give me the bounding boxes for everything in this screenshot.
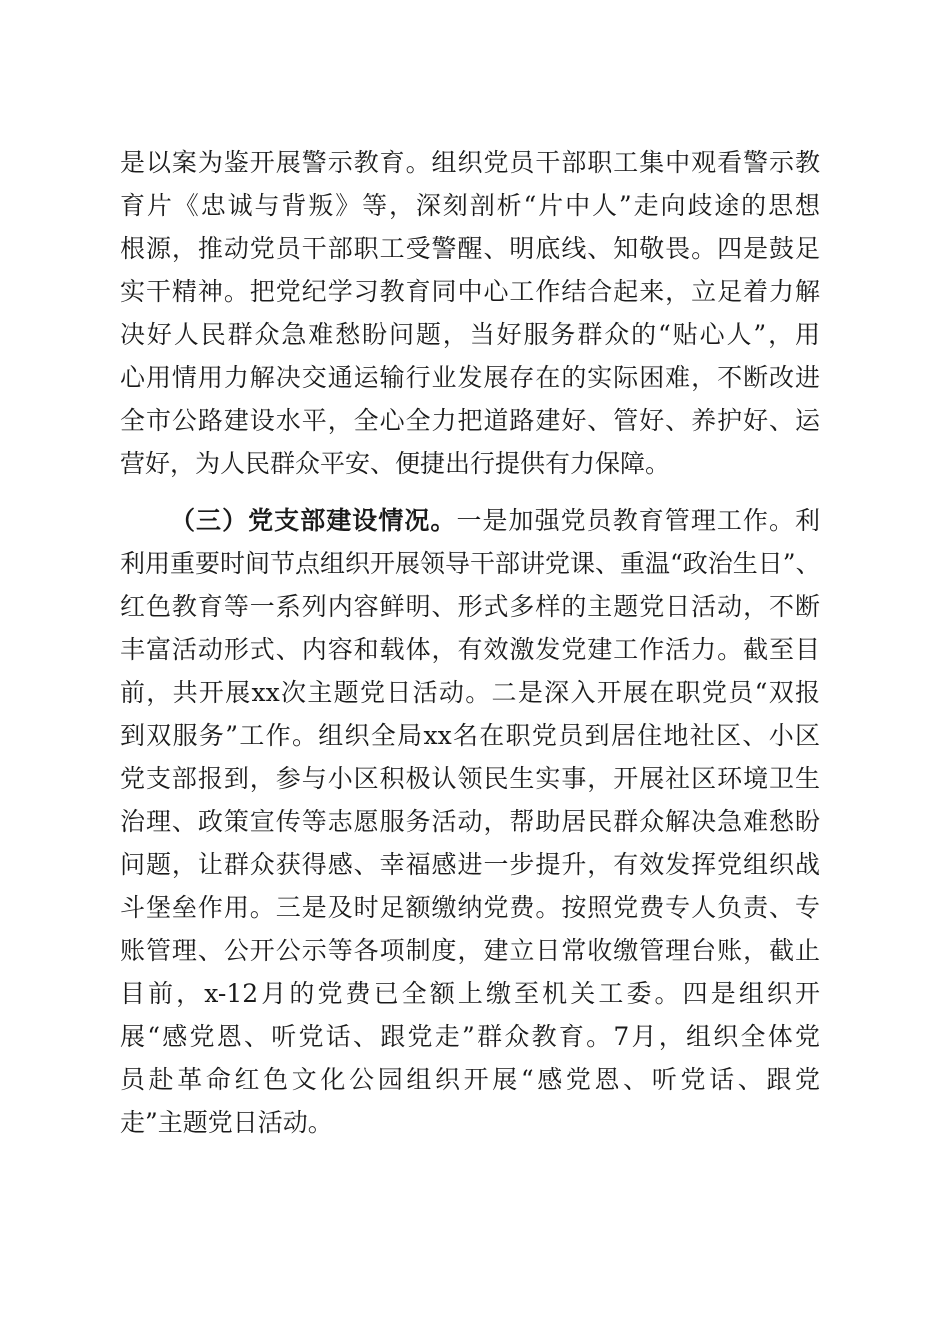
paragraph-line: 丰富活动形式、内容和载体，有效激发党建工作活力。截至目 — [120, 635, 820, 664]
paragraph-line: 走”主题党日活动。 — [120, 1108, 333, 1137]
section-heading-rest: 一是加强党员教育管理工作。利 — [456, 506, 820, 535]
paragraph-line: 治理、政策宣传等志愿服务活动，帮助居民群众解决急难愁盼 — [120, 807, 820, 836]
paragraph-line: 根源，推动党员干部职工受警醒、明底线、知敬畏。四是鼓足 — [120, 234, 820, 263]
paragraph-line: 心用情用力解决交通运输行业发展存在的实际困难，不断改进 — [120, 363, 820, 392]
paragraph-line: 红色教育等一系列内容鲜明、形式多样的主题党日活动，不断 — [120, 592, 820, 621]
paragraph-line: 目前，x-12月的党费已全额上缴至机关工委。四是组织开 — [120, 979, 820, 1008]
paragraph-line: 问题，让群众获得感、幸福感进一步提升，有效发挥党组织战 — [120, 850, 820, 879]
paragraph-line: 实干精神。把党纪学习教育同中心工作结合起来，立足着力解 — [120, 277, 820, 306]
paragraph-line: 营好，为人民群众平安、便捷出行提供有力保障。 — [120, 449, 671, 478]
section-heading-line — [170, 500, 820, 542]
paragraph-line: 账管理、公开公示等各项制度，建立日常收缴管理台账，截止 — [120, 936, 820, 965]
paragraph-line: 到双服务”工作。组织全局xx名在职党员到居住地社区、小区 — [120, 721, 820, 750]
paragraph-line: 展“感党恩、听党话、跟党走”群众教育。7月，组织全体党 — [120, 1022, 820, 1051]
paragraph-line: 前，共开展xx次主题党日活动。二是深入开展在职党员“双报 — [120, 678, 820, 707]
paragraph-line: 全市公路建设水平，全心全力把道路建好、管好、养护好、运 — [120, 406, 820, 435]
section-heading: （三）党支部建设情况。 — [170, 506, 457, 535]
paragraph-line: 决好人民群众急难愁盼问题，当好服务群众的“贴心人”，用 — [120, 320, 820, 349]
paragraph-line: 是以案为鉴开展警示教育。组织党员干部职工集中观看警示教 — [120, 148, 820, 177]
paragraph-line: 员赴革命红色文化公园组织开展“感党恩、听党话、跟党 — [120, 1065, 820, 1094]
paragraph-line: 育片《忠诚与背叛》等，深刻剖析“片中人”走向歧途的思想 — [120, 191, 820, 220]
paragraph-line: 利用重要时间节点组织开展领导干部讲党课、重温“政治生日”、 — [120, 549, 821, 578]
paragraph-line: 斗堡垒作用。三是及时足额缴纳党费。按照党费专人负责、专 — [120, 893, 820, 922]
paragraph-line: 党支部报到，参与小区积极认领民生实事，开展社区环境卫生 — [120, 764, 820, 793]
